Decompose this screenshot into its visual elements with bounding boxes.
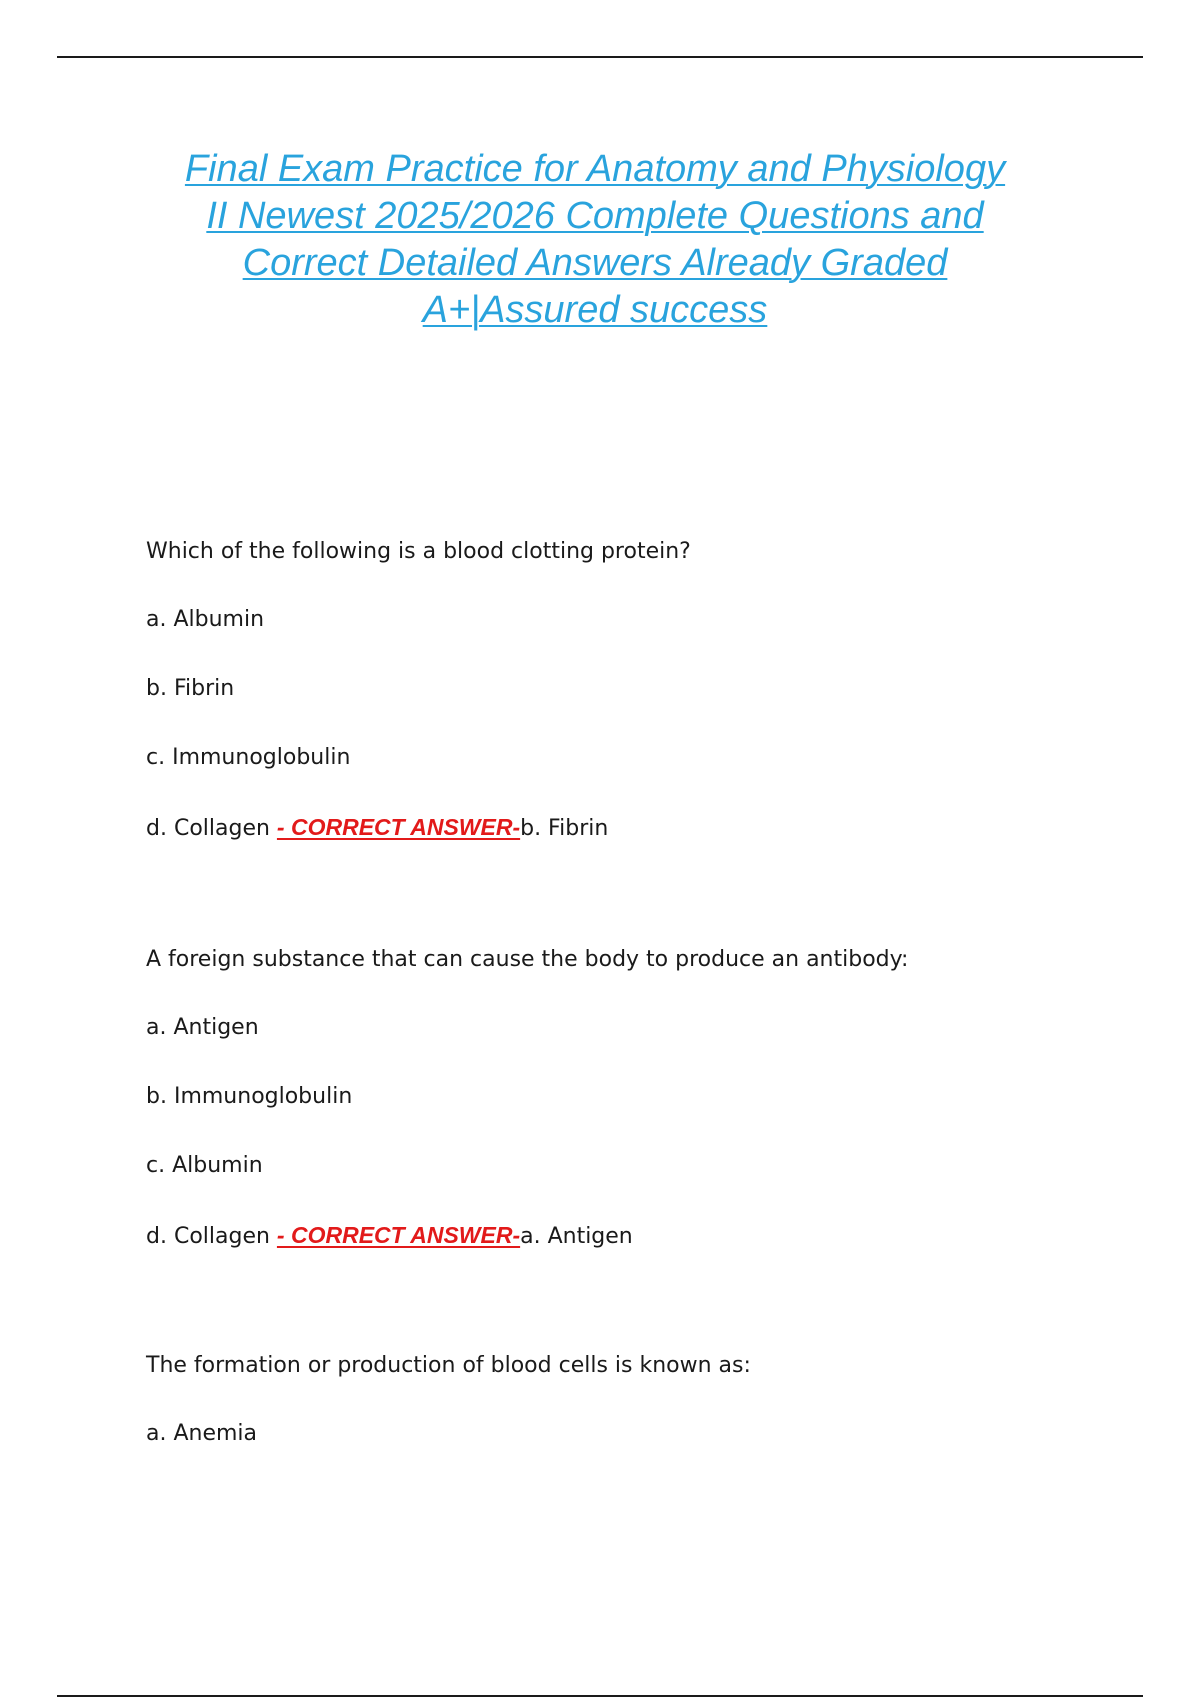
title-link-4[interactable]: A+|Assured success xyxy=(422,289,768,331)
option-a: a. Anemia xyxy=(146,1421,258,1446)
option-c: c. Albumin xyxy=(146,1153,263,1178)
correct-answer-marker: - CORRECT ANSWER- xyxy=(276,814,521,840)
question-text: A foreign substance that can cause the body to produce an antibody: xyxy=(146,947,909,972)
correct-answer-value: b. Fibrin xyxy=(520,816,609,841)
correct-answer-marker: - CORRECT ANSWER- xyxy=(276,1222,521,1248)
option-b: b. Immunoglobulin xyxy=(146,1084,353,1109)
title-line-2 xyxy=(100,193,1090,240)
question-text: The formation or production of blood cells is known as: xyxy=(146,1353,751,1378)
title-line-3 xyxy=(100,240,1090,287)
top-divider xyxy=(57,56,1143,58)
title-line-1 xyxy=(100,146,1090,193)
bottom-divider xyxy=(57,1695,1143,1697)
title-link-1[interactable]: Final Exam Practice for Anatomy and Physiology xyxy=(184,148,1006,190)
correct-answer-value: a. Antigen xyxy=(520,1224,633,1249)
option-d-with-answer xyxy=(146,813,1126,843)
question-text: Which of the following is a blood clotting protein? xyxy=(146,539,691,564)
question-block-3 xyxy=(146,1352,1126,1448)
question-block-2 xyxy=(146,946,1126,1251)
option-a: a. Antigen xyxy=(146,1015,259,1040)
option-d-with-answer xyxy=(146,1221,1126,1251)
title-link-2[interactable]: II Newest 2025/2026 Complete Questions and xyxy=(206,195,984,237)
title-line-4 xyxy=(100,287,1090,334)
option-d: d. Collagen xyxy=(146,816,277,841)
document-title xyxy=(100,146,1090,334)
title-link-3[interactable]: Correct Detailed Answers Already Graded xyxy=(242,242,948,284)
option-a: a. Albumin xyxy=(146,607,265,632)
option-d: d. Collagen xyxy=(146,1224,277,1249)
option-b: b. Fibrin xyxy=(146,676,235,701)
option-c: c. Immunoglobulin xyxy=(146,745,351,770)
question-block-1 xyxy=(146,538,1126,843)
